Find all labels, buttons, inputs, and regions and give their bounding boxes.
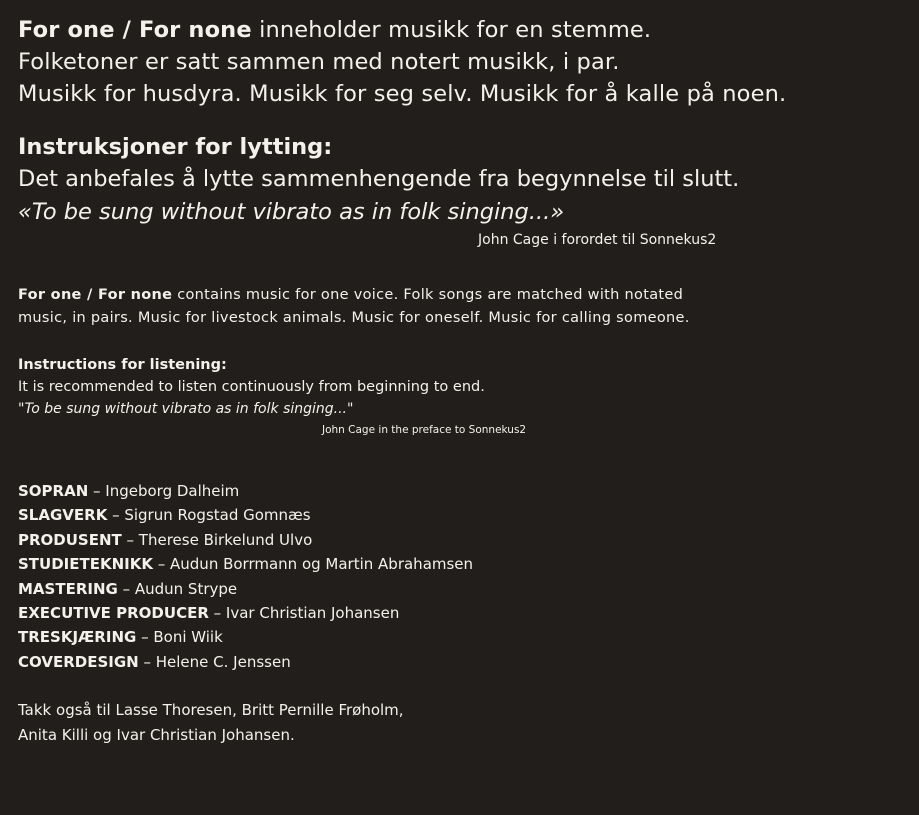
- credit-role: PRODUSENT: [18, 530, 122, 549]
- credit-role: SOPRAN: [18, 482, 89, 500]
- english-intro-text: contains music for one voice. Folk songs are matched with notated: [172, 287, 684, 303]
- credit-role: STUDIETEKNIKK: [18, 555, 153, 574]
- credit-name: – Helene C. Jenssen: [138, 652, 291, 671]
- english-quote: "To be sung without vibrato as in folk singing...": [18, 401, 354, 417]
- credit-row: [18, 650, 908, 674]
- credit-role: COVERDESIGN: [18, 652, 139, 671]
- english-heading: Instructions for listening:: [18, 357, 227, 373]
- norwegian-title: For one / For none: [18, 17, 252, 43]
- credit-name: – Sigrun Rogstad Gomnæs: [107, 506, 311, 525]
- credit-row: [18, 625, 908, 649]
- thanks-line-2: Anita Killi og Ivar Christian Johansen.: [18, 725, 295, 744]
- norwegian-line-2: Folketoner er satt sammen med notert musikk, i par.: [18, 49, 620, 75]
- credit-row: [18, 528, 908, 552]
- credit-role: MASTERING: [18, 579, 118, 598]
- credit-name: – Boni Wiik: [136, 628, 223, 647]
- norwegian-heading: Instruksjoner for lytting:: [18, 134, 333, 160]
- english-instruction: It is recommended to listen continuously from beginning to end.: [18, 379, 485, 395]
- english-title: For one / For none: [18, 287, 173, 303]
- credit-row: [18, 503, 908, 527]
- norwegian-instruction: Det anbefales å lytte sammenhengende fra begynnelse til slutt.: [18, 166, 740, 192]
- english-section: [18, 284, 908, 437]
- credits-list: [18, 479, 908, 674]
- credit-row: [18, 577, 908, 601]
- norwegian-attribution: John Cage i forordet til Sonnekus2: [478, 232, 717, 248]
- credit-role: EXECUTIVE PRODUCER: [18, 604, 209, 623]
- norwegian-quote: «To be sung without vibrato as in folk singing...»: [18, 199, 565, 225]
- liner-notes: [18, 14, 908, 747]
- thanks-line-1: Takk også til Lasse Thoresen, Britt Pernille Frøholm,: [18, 701, 404, 720]
- credit-role: SLAGVERK: [18, 506, 108, 525]
- english-attribution: John Cage in the preface to Sonnekus2: [322, 424, 527, 436]
- credit-name: – Audun Strype: [117, 579, 238, 598]
- thanks-section: [18, 698, 908, 747]
- norwegian-line-3: Musikk for husdyra. Musikk for seg selv. Musikk for å kalle på noen.: [18, 81, 787, 107]
- english-intro: [18, 284, 908, 330]
- credit-row: [18, 479, 908, 503]
- credit-role: TRESKJÆRING: [18, 628, 137, 647]
- english-intro-line-1: [18, 284, 908, 307]
- credit-name: – Ivar Christian Johansen: [208, 604, 400, 623]
- credit-row: [18, 601, 908, 625]
- credit-row: [18, 552, 908, 576]
- norwegian-section: [18, 14, 908, 250]
- norwegian-intro-text: inneholder musikk for en stemme.: [251, 17, 652, 43]
- credit-name: – Ingeborg Dalheim: [88, 482, 240, 500]
- credit-name: – Therese Birkelund Ulvo: [121, 530, 313, 549]
- norwegian-intro-line: [18, 14, 908, 46]
- credit-name: – Audun Borrmann og Martin Abrahamsen: [152, 555, 474, 574]
- english-intro-line-2: music, in pairs. Music for livestock animals. Music for oneself. Music for calling someone.: [18, 310, 690, 326]
